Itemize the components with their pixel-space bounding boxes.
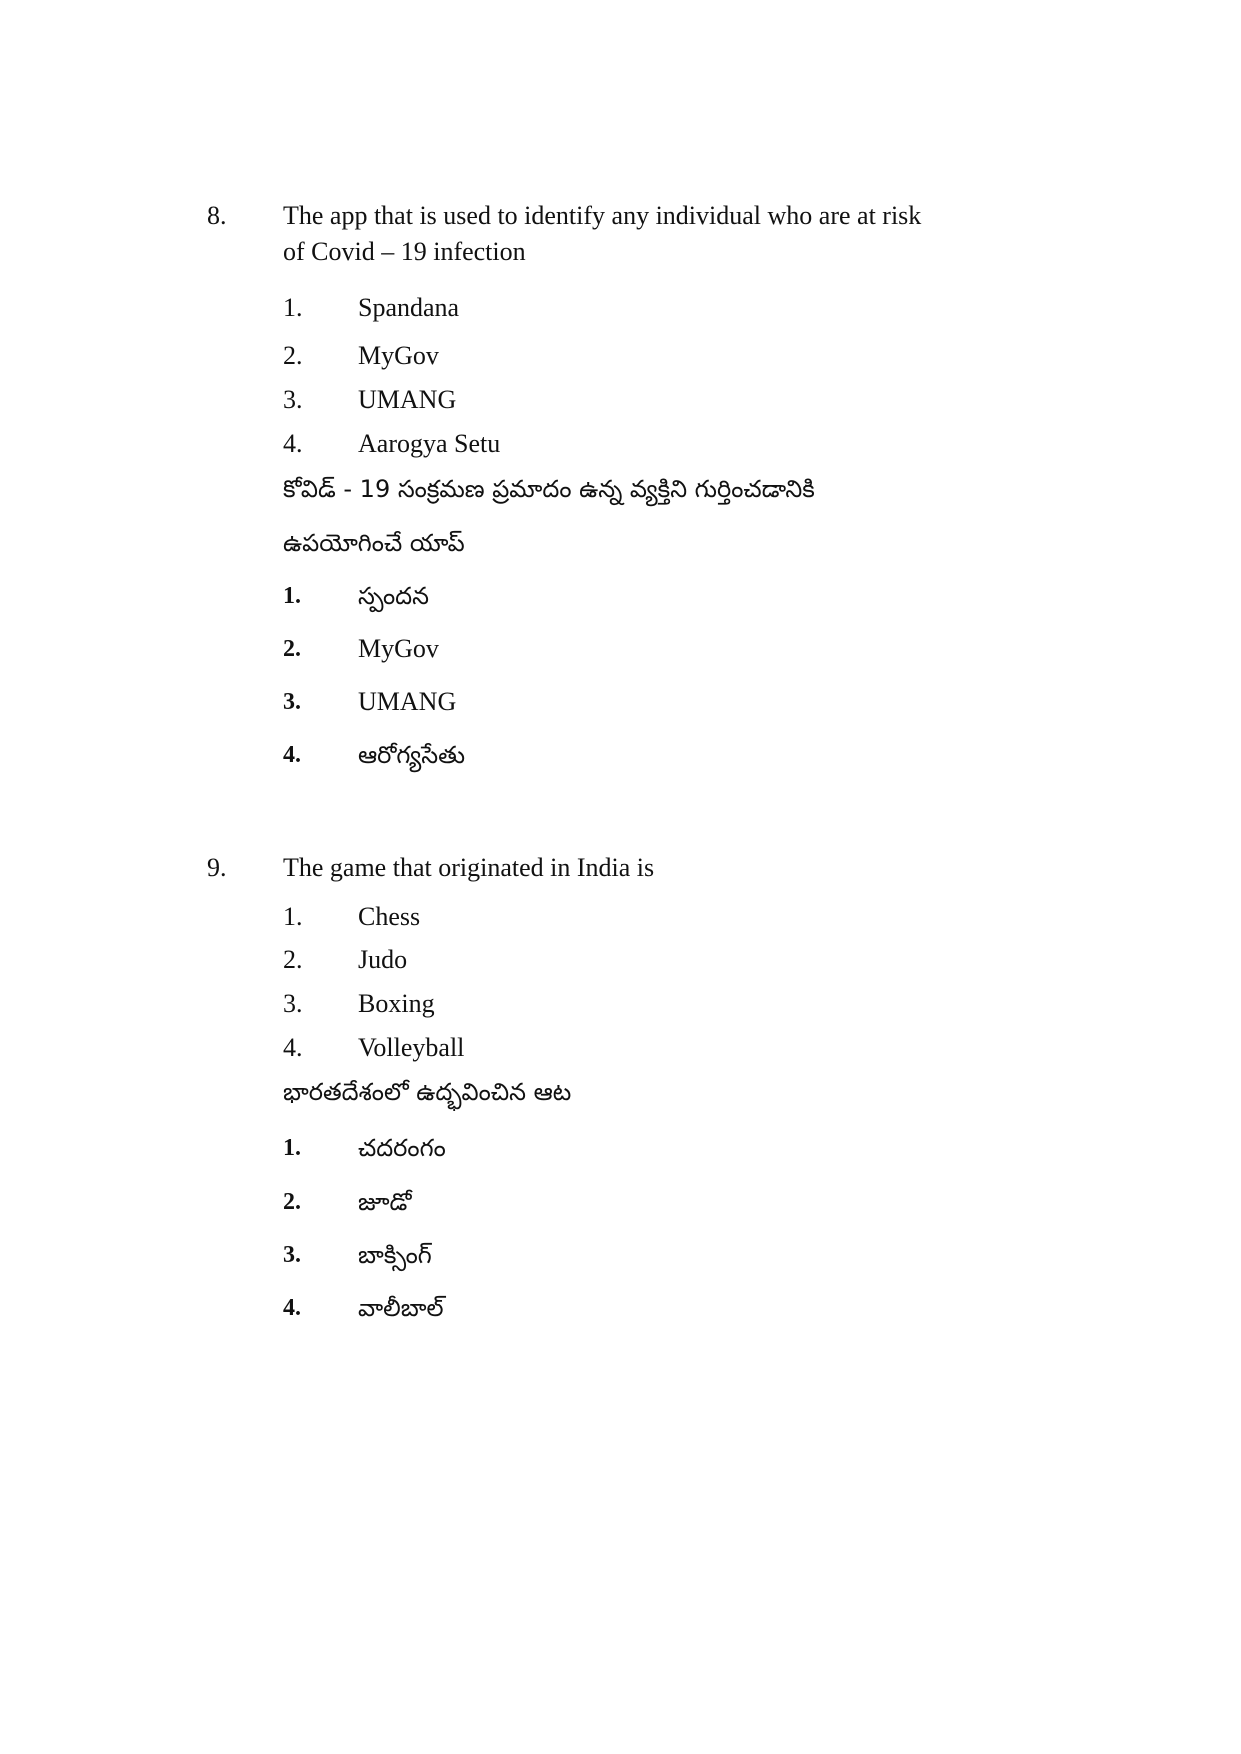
- question-text-telugu-line-1: భారతదేశంలో ఉద్భవించిన ఆట: [283, 1078, 572, 1106]
- option-number: 2.: [283, 945, 303, 974]
- option-number: 1.: [283, 293, 303, 322]
- option-number: 3.: [283, 1242, 301, 1268]
- option-label: బాక్సింగ్: [358, 1241, 432, 1269]
- option-number: 1.: [283, 583, 301, 609]
- option-number: 2.: [283, 1189, 301, 1215]
- option-number: 4.: [283, 1295, 301, 1321]
- question-text-telugu-line-2: ఉపయోగించే యాప్: [283, 529, 465, 557]
- option-label: చదరంగం: [358, 1134, 446, 1162]
- option-number: 2.: [283, 341, 303, 370]
- option-number: 1.: [283, 1135, 301, 1161]
- option-number: 4.: [283, 1033, 303, 1062]
- option-number: 3.: [283, 989, 303, 1018]
- question-number: 9.: [207, 853, 227, 882]
- option-label: MyGov: [358, 341, 439, 370]
- option-label: వాలీబాల్: [358, 1294, 444, 1322]
- option-number: 3.: [283, 689, 301, 715]
- option-label: MyGov: [358, 634, 439, 663]
- option-label: UMANG: [358, 687, 457, 716]
- option-number: 2.: [283, 636, 301, 662]
- option-label: జూడో: [358, 1188, 412, 1216]
- option-label: Aarogya Setu: [358, 429, 501, 458]
- question-number: 8.: [207, 201, 227, 230]
- option-label: Boxing: [358, 989, 435, 1018]
- question-text-line-1: The app that is used to identify any individual who are at risk: [283, 201, 922, 230]
- option-label: Volleyball: [358, 1033, 465, 1062]
- option-label: స్పందన: [358, 582, 429, 610]
- option-label: ఆరోగ్యసేతు: [358, 741, 466, 769]
- option-label: Chess: [358, 902, 421, 931]
- question-text-line-1: The game that originated in India is: [283, 853, 655, 882]
- option-label: Spandana: [358, 293, 460, 322]
- option-number: 4.: [283, 429, 303, 458]
- question-text-telugu-line-1: కోవిడ్ - 19 సంక్రమణ ప్రమాదం ఉన్న వ్యక్తిని గుర్తించడానికి: [283, 475, 815, 503]
- option-label: Judo: [358, 945, 408, 974]
- option-label: UMANG: [358, 385, 457, 414]
- option-number: 1.: [283, 902, 303, 931]
- option-number: 3.: [283, 385, 303, 414]
- question-text-line-2: of Covid – 19 infection: [283, 237, 526, 266]
- option-number: 4.: [283, 742, 301, 768]
